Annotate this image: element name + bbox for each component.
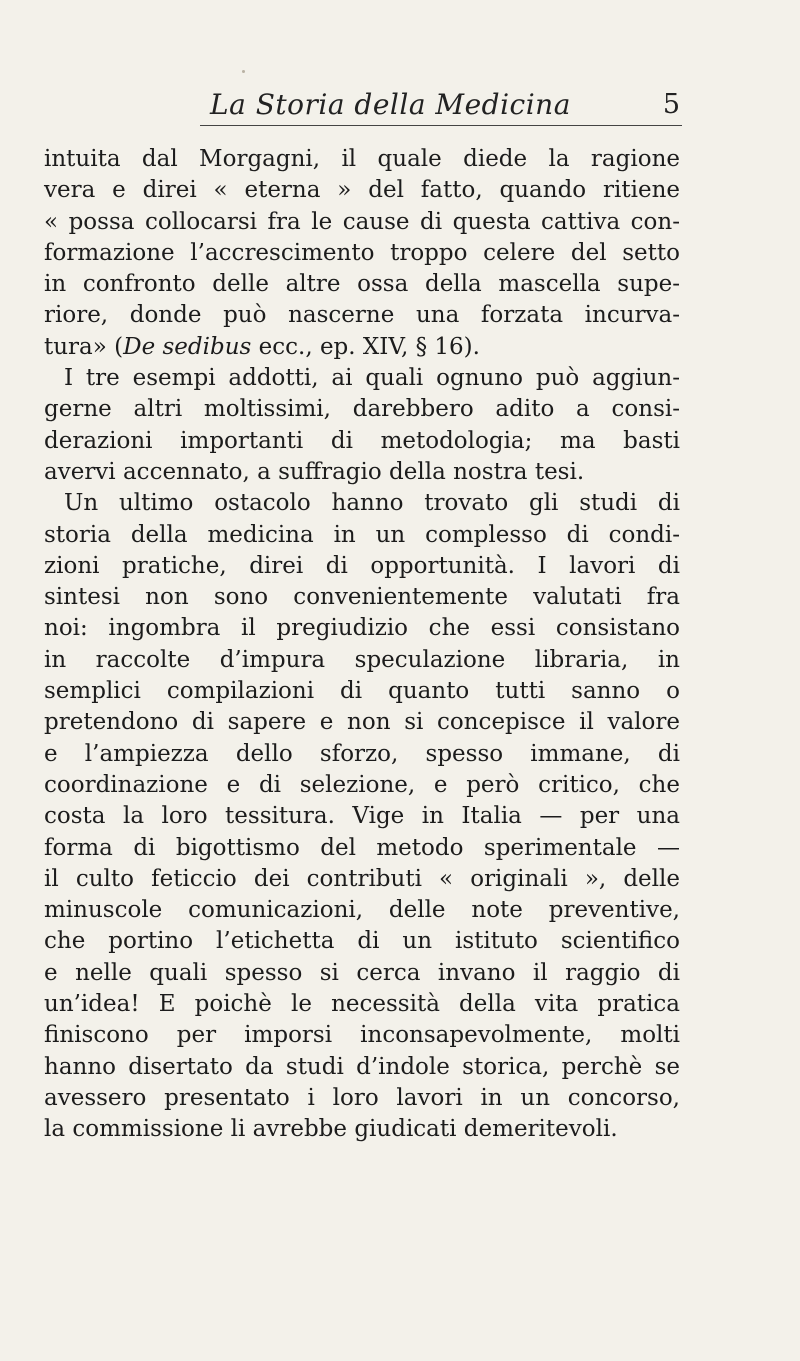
text-line: hanno disertato da studi d’indole storica, perchè se xyxy=(44,1053,680,1080)
text-line: in confronto delle altre ossa della mascella supe- xyxy=(44,271,680,298)
text-line: gerne altri moltissimi, darebbero adito a consi- xyxy=(44,396,680,423)
text-line: un’idea! E poichè le necessità della vita pratica xyxy=(44,991,680,1018)
citation-suffix: ecc., ep. XIV, § 16). xyxy=(251,333,480,360)
text-line: e l’ampiezza dello sforzo, spesso immane, di xyxy=(44,740,680,767)
text-line: coordinazione e di selezione, e però critico, che xyxy=(44,771,680,798)
paragraph-start-line: Un ultimo ostacolo hanno trovato gli studi di xyxy=(64,490,680,517)
text-line: intuita dal Morgagni, il quale diede la ragione xyxy=(44,146,680,172)
text-line: costa la loro tessitura. Vige in Italia — per una xyxy=(44,803,680,830)
text-line: in raccolte d’impura speculazione libraria, in xyxy=(44,646,680,673)
text-line: e nelle quali spesso si cerca invano il raggio di xyxy=(44,959,680,986)
header-rule xyxy=(200,125,682,126)
text-line: avervi accennato, a suffragio della nostra tesi. xyxy=(44,458,585,485)
text-line: minuscole comunicazioni, delle note preventive, xyxy=(44,897,680,924)
text-line: storia della medicina in un complesso di condi- xyxy=(44,521,680,548)
text-line: vera e direi « eterna » del fatto, quando ritiene xyxy=(44,177,680,204)
text-line: che portino l’etichetta di un istituto scientifico xyxy=(44,928,680,955)
text-line: il culto feticcio dei contributi « originali », delle xyxy=(44,865,680,892)
text-line: la commissione li avrebbe giudicati demeritevoli. xyxy=(44,1116,618,1143)
text-line: derazioni importanti di metodologia; ma basti xyxy=(44,427,680,454)
citation-prefix: tura» ( xyxy=(44,333,124,360)
text-line: sintesi non sono convenientemente valutati fra xyxy=(44,584,680,611)
text-line: avessero presentato i loro lavori in un concorso, xyxy=(44,1084,680,1111)
text-line: riore, donde può nascerne una forzata incurva- xyxy=(44,302,680,329)
paper-speck xyxy=(242,70,245,73)
text-line: zioni pratiche, direi di opportunità. I lavori di xyxy=(44,552,680,579)
citation-title: De sedibus xyxy=(123,333,252,360)
text-line: formazione l’accrescimento troppo celere del setto xyxy=(44,239,680,266)
page-number: 5 xyxy=(662,89,680,120)
text-line-citation xyxy=(44,332,680,363)
paragraph-start-line: I tre esempi addotti, ai quali ognuno può aggiun- xyxy=(64,365,680,392)
text-line: pretendono di sapere e non si concepisce il valore xyxy=(44,709,680,736)
text-line: semplici compilazioni di quanto tutti sanno o xyxy=(44,678,680,705)
body-text xyxy=(44,144,680,1146)
text-line: forma di bigottismo del metodo sperimentale — xyxy=(44,834,680,861)
text-line: noi: ingombra il pregiudizio che essi consistano xyxy=(44,615,680,642)
text-line: « possa collocarsi fra le cause di questa cattiva con- xyxy=(44,208,680,235)
text-line: finiscono per imporsi inconsapevolmente, molti xyxy=(44,1022,680,1049)
running-head xyxy=(210,88,680,124)
running-title: La Storia della Medicina xyxy=(210,88,571,121)
